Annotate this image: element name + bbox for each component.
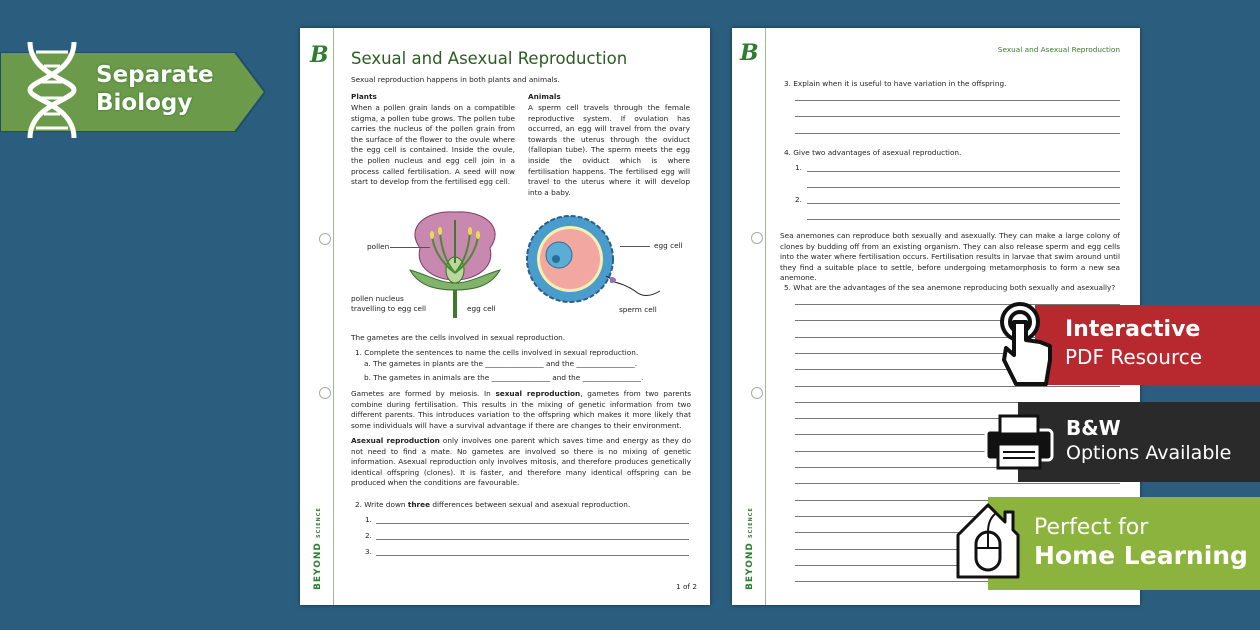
brand: BEYOND (745, 542, 755, 590)
answer-num: 3. (365, 547, 372, 556)
bold-term: three (407, 500, 431, 509)
question-2 (355, 500, 630, 511)
badge-title: Home Learning (1034, 541, 1248, 570)
question-3: 3. Explain when it is useful to have variation in the offspring. (784, 79, 1007, 88)
badge-subtitle: PDF Resource (1065, 345, 1203, 369)
text: Gametes are formed by meiosis. In (351, 389, 496, 398)
label-sperm-cell: sperm cell (619, 305, 657, 314)
question-1a: a. The gametes in plants are the ________________ and the ________________. (364, 359, 638, 368)
punch-hole (319, 387, 331, 399)
plants-text: When a pollen grain lands on a compatible stigma, a pollen tube grows. The pollen tube carries the nucleus of the pollen grain from the surface of the flower to the ovule where the egg cell is contained. Inside the ovule, the pollen nucleus and egg cell join in a process called fertilisation. A seed will now start to develop from the fertilised egg cell. (351, 103, 515, 187)
answer-line[interactable] (376, 555, 689, 556)
home-learning-badge (988, 497, 1260, 590)
interactive-pdf-badge (1035, 305, 1260, 385)
sperm-tail (610, 276, 670, 306)
text: only involves one parent which saves time and energy as they do not need to find a mate. No gametes are involved so there is no mixing of genetic information. Asexual reproduction only involves mitosis, and therefore produces genetically identical offspring (clones). It is faster, and therefore many identical offspring can be produced when the conditions are favourable. (351, 436, 691, 488)
label-pollen: pollen (367, 242, 390, 251)
sea-anemone-paragraph: Sea anemones can reproduce both sexually and asexually. They can make a large colony of clones by budding off from an existing organism. They can also release sperm and egg cells into the water where fertilisation occurs. Fertilisation results in larvae that swim around until they find a suitable place to settle, before undergoing metamorphosis to form a new sea anemone. (780, 231, 1120, 283)
asexual-reproduction-paragraph (351, 436, 691, 489)
animals-heading: Animals (528, 92, 561, 101)
answer-num: 2. (795, 195, 802, 204)
bold-term: sexual reproduction (495, 389, 581, 398)
plants-heading: Plants (351, 92, 377, 101)
question-1b: b. The gametes in animals are the ________________ and the ________________. (364, 373, 644, 382)
flower-diagram (400, 208, 510, 318)
question-1: 1. Complete the sentences to name the cells involved in sexual reproduction. (355, 348, 639, 357)
question-4: 4. Give two advantages of asexual reproduction. (784, 148, 962, 157)
badge-title: B&W (1066, 416, 1121, 440)
question-5: 5. What are the advantages of the sea anemone reproducing both sexually and asexually? (784, 283, 1116, 292)
answer-line[interactable] (795, 116, 1120, 117)
answer-line[interactable] (376, 539, 689, 540)
intro-text: Sexual reproduction happens in both plants and animals. (351, 75, 560, 84)
page-title: Sexual and Asexual Reproduction (351, 49, 628, 68)
answer-line[interactable] (376, 523, 689, 524)
label-egg-cell-animal: egg cell (654, 241, 683, 250)
brand-wordmark (745, 507, 755, 590)
label-line (390, 247, 430, 248)
answer-line[interactable] (795, 133, 1120, 134)
label-egg-cell-plant: egg cell (467, 304, 496, 313)
brand-logo: B (740, 40, 759, 66)
answer-line[interactable] (807, 219, 1120, 220)
answer-line[interactable] (807, 187, 1120, 188)
running-header: Sexual and Asexual Reproduction (997, 45, 1120, 54)
brand-small: SCIENCE (316, 507, 322, 538)
banner-line1: Separate (96, 62, 214, 88)
answer-line[interactable] (807, 171, 1120, 172)
answer-num: 1. (795, 163, 802, 172)
punch-hole (751, 232, 763, 244)
punch-hole (319, 233, 331, 245)
brand-small: SCIENCE (748, 507, 754, 538)
answer-line[interactable] (795, 386, 1120, 387)
text: differences between sexual and asexual reproduction. (430, 500, 631, 509)
margin-line (765, 28, 766, 605)
answer-line[interactable] (795, 483, 1120, 484)
label-travelling: travelling to egg cell (351, 304, 427, 313)
brand: BEYOND (313, 542, 323, 590)
text: 2. Write down (355, 500, 408, 509)
badge-subtitle: Perfect for (1034, 515, 1149, 540)
badge-subtitle: Options Available (1066, 442, 1232, 464)
gametes-intro: The gametes are the cells involved in sexual reproduction. (351, 333, 566, 342)
badge-title: Interactive (1065, 317, 1201, 342)
banner-line2: Biology (96, 90, 193, 116)
printer-icon (984, 412, 1054, 472)
answer-line[interactable] (807, 203, 1120, 204)
answer-line[interactable] (795, 100, 1120, 101)
animals-text: A sperm cell travels through the female reproductive system. If ovulation has occurred, an egg will travel from the ovary towards the uterus through the oviduct (fallopian tube). The sperm meets the egg inside the oviduct which is where fertilisation happens. The fertilised egg will travel to the uterus where it will develop into a baby. (528, 103, 690, 197)
brand-logo: B (310, 42, 329, 68)
bw-options-badge (1018, 402, 1260, 482)
brand-wordmark (313, 507, 323, 590)
answer-num: 2. (365, 531, 372, 540)
page-number: 1 of 2 (676, 582, 697, 591)
label-pollen-nucleus: pollen nucleus (351, 294, 404, 303)
margin-line (333, 28, 334, 605)
bold-term: Asexual reproduction (351, 436, 440, 445)
egg-cell-diagram (526, 211, 616, 311)
sexual-reproduction-paragraph (351, 389, 691, 431)
dna-icon (22, 40, 82, 140)
worksheet-page-1 (300, 28, 710, 605)
touch-hand-icon (998, 300, 1058, 390)
label-line (620, 246, 650, 247)
answer-num: 1. (365, 515, 372, 524)
separate-biology-banner (0, 52, 265, 132)
punch-hole (751, 387, 763, 399)
home-mouse-icon (955, 500, 1021, 580)
text: , gametes from two parents combine during fertilisation. This results in the mixing of genetic information from two different parents. This introduces variation to the offspring which makes it more likely that some individuals will have a survival advantage if there are changes to their environment. (351, 389, 691, 430)
